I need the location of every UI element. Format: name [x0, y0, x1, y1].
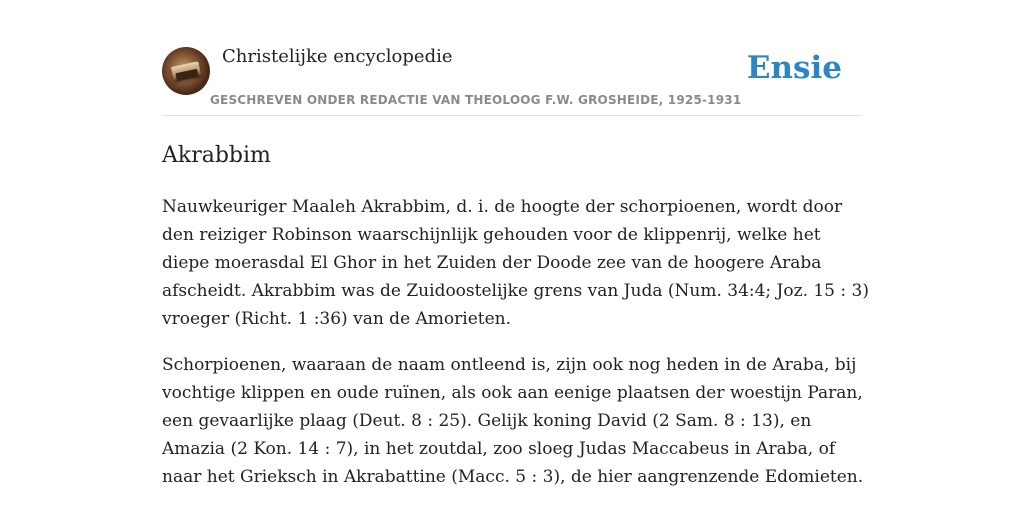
article-paragraph	[162, 351, 862, 491]
paragraph-line: diepe moerasdal El Ghor in het Zuiden der Doode zee van de hoogere Araba	[162, 253, 822, 273]
paragraph-line: den reiziger Robinson waarschijnlijk gehouden voor de klippenrij, welke het	[162, 225, 821, 245]
site-subtitle: GESCHREVEN ONDER REDACTIE VAN THEOLOOG F.W. GROSHEIDE, 1925-1931	[210, 93, 742, 107]
paragraph-line: afscheidt. Akrabbim was de Zuidoostelijke grens van Juda (Num. 34:4; Joz. 15 : 3)	[162, 281, 869, 301]
site-title[interactable]: Christelijke encyclopedie	[222, 46, 453, 67]
article-paragraph	[162, 193, 869, 333]
paragraph-line: vroeger (Richt. 1 :36) van de Amorieten.	[162, 309, 512, 329]
paragraph-line: een gevaarlijke plaag (Deut. 8 : 25). Gelijk koning David (2 Sam. 8 : 13), en	[162, 411, 812, 431]
page	[162, 0, 869, 491]
book-cover-icon[interactable]	[162, 47, 210, 95]
paragraph-line: vochtige klippen en oude ruïnen, als ook aan eenige plaatsen der woestijn Paran,	[162, 383, 863, 403]
brand-logo[interactable]: Ensie	[746, 50, 842, 86]
article-title: Akrabbim	[162, 143, 271, 168]
paragraph-line: naar het Grieksch in Akrabattine (Macc. 5 : 3), de hier aangrenzende Edomieten.	[162, 467, 864, 487]
paragraph-line: Amazia (2 Kon. 14 : 7), in het zoutdal, zoo sloeg Judas Maccabeus in Araba, of	[162, 439, 836, 459]
paragraph-line: Nauwkeuriger Maaleh Akrabbim, d. i. de hoogte der schorpioenen, wordt door	[162, 197, 843, 217]
site-header	[162, 0, 862, 116]
paragraph-line: Schorpioenen, waaraan de naam ontleend is, zijn ook nog heden in de Araba, bij	[162, 355, 857, 375]
